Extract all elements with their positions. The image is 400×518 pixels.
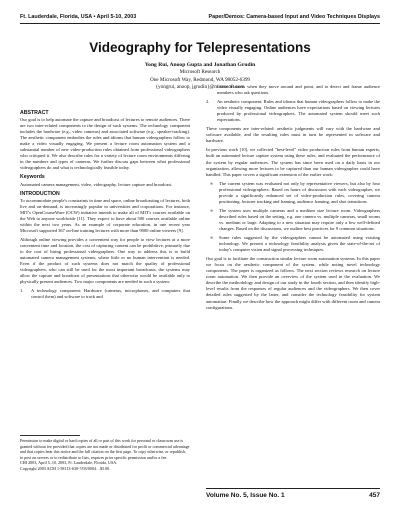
intro-paragraph-1: To accommodate people's constraints in time and space, online broadcasting of lectures, both live and on-demand, is increasingly popular in universities and corporations. For instance, MIT's OpenCourseWare (OCW) initiative intends to make all of MIT's courses available on the Web to anyone worldwide [11]. They expect to have about 500 courses available online within the next two years. As an example of corporate education, in one recent year Microsoft supported 367 on-line training lectures with more than 9000 online viewers [9]. <box>20 197 190 233</box>
keywords-heading: Keywords <box>20 174 45 181</box>
bullet-mark: ∞ <box>210 180 214 186</box>
item-1-continued: frame lecturers when they move around and point, and to detect and frame audience members who ask questions. <box>217 84 380 96</box>
bullet-text: The current system was evaluated not only by representative viewers, but also by four professional videographers. Based on hours of discussion with each videographer, we provide a significantly enhanced set of video-production rules, covering camera positioning, lecturer tracking and framing, audience framing, and shot transitions. <box>219 180 380 204</box>
right-column <box>206 84 380 314</box>
author-email: {yongrui, anoop, jgrudin}@microsoft.com <box>155 84 245 91</box>
bullet-mark: ∞ <box>210 207 214 213</box>
footer-rule <box>206 488 380 489</box>
page-footer <box>206 492 380 499</box>
item-text: An aesthetic component: Rules and idioms that human videographers follow to make the video visually engaging. Online audiences have expectations based on viewing lectures produced by professional videographers. The automated system should meet such expectations. <box>217 99 380 123</box>
body-paragraph-3: Our goal is to facilitate the construction similar lecture room automation systems. In this paper we focus on the aesthetic component of the system, while noting novel technology components. The paper is organized as follows. The next section reviews research on lecture room automation. We then provide an overview of the system used in the evaluation. We describe the methodology and design of our study in the fourth section, and then identify high-level results from the responses of regular audiences and the videographers. We then cover detailed rules suggested by the latter, and consider the technology feasibility for system automation. Finally we describe how the approach might differ with different room and camera configurations. <box>206 256 380 310</box>
left-column <box>20 108 190 303</box>
item-text: A technology component: Hardware (cameras, microphones, and computers that control them) and software to track and <box>31 288 190 300</box>
bullet-item <box>210 235 380 253</box>
author-names: Yong Rui, Anoop Gupta and Jonathan Grudin <box>144 62 256 68</box>
copyright-line: Copyright 2003 ACM 1-58113-630-7/03/0004…$5.00. <box>20 465 111 471</box>
item-number: 2. <box>206 99 210 105</box>
abstract-heading: ABSTRACT <box>20 110 49 116</box>
body-paragraph-1: These components are inter-related: aesthetic judgments will vary with the hardware and software available, and the resulting rules must in turn be represented in software and hardware. <box>206 126 380 144</box>
bullet-text: The system uses multiple cameras and a medium size lecture room. Videographers described rules based on the setting, e.g. one camera vs. multiple cameras, small rooms vs. medium or large. Adapting to a new situation may require only a few well-defined changes. Based on the discussions, we outline best practices for 9 common situations. <box>219 207 380 231</box>
header-location: Ft. Lauderdale, Florida, USA • April 5-10, 2003 <box>20 14 137 20</box>
numbered-item-2 <box>206 99 380 123</box>
author-affiliation: Microsoft Research <box>179 69 221 76</box>
header-session: Paper/Demos: Camera-based Input and Video Techniques Displays <box>208 14 380 20</box>
bullet-mark: ∞ <box>210 235 214 241</box>
bullet-item <box>210 208 380 232</box>
numbered-item-1 <box>20 288 190 300</box>
permission-notice <box>20 438 190 471</box>
paper-title: Videography for Telepresentations <box>89 40 311 55</box>
page-number: 457 <box>369 492 380 499</box>
running-header <box>20 14 380 20</box>
introduction-heading: INTRODUCTION <box>20 190 60 197</box>
body-paragraph-2: In previous work [10], we collected "best-level" video production rules from human experts, built an automated lecture capture system using these rules, and evaluated the performance of the system by regular audiences. The system has since been used on a daily basis in our organization, allowing more lectures to be captured than our human videographer could have handled. This paper covers a significant extension of the earlier work: <box>206 147 380 177</box>
abstract-text: Our goal is to help automate the capture and broadcast of lectures to remote audiences. There are two inter-related components to the design of such systems. The technology component includes the hardware (e.g., video cameras) and associated software (e.g., speaker-tracking). The aesthetic component embodies the rules and idioms that human videographers follow to make a video visually engaging. We present a lecture room automation system and a substantial number of new video-production rules obtained from professional videographers who critiqued it. We also describe rules for a variety of lecture room environments differing in the numbers and types of cameras. We further discuss gaps between what professional videographers do and what is technologically feasible today. <box>20 117 190 171</box>
bullet-text: Some rules suggested by the videographers cannot be automated using existing technology. We present a technology feasibility analysis given the state-of-the-art of today's computer vision and signal processing techniques. <box>219 235 380 253</box>
permission-rule <box>20 435 80 436</box>
volume-info: Volume No. 5, Issue No. 1 <box>206 492 285 499</box>
conference-line: CHI 2003, April 5–10, 2003, Ft. Lauderdale, Florida, USA. <box>20 460 118 465</box>
keywords-text: Automated camera management, video, videography, lecture capture and broadcast. <box>20 181 173 187</box>
author-address: One Microsoft Way, Redmond, WA 98052-6399 <box>149 76 251 83</box>
permission-text: Permission to make digital or hard copies of all or part of this work for personal or classroom use is granted without fee provided that copies are not made or distributed for profit or commercial advantage and that copies bear this notice and the full citation on the first page. To copy otherwise, or republish, to post on servers or to redistribute to lists, requires prior specific permission and/or a fee. <box>20 438 190 460</box>
item-number: 1. <box>20 288 24 294</box>
intro-paragraph-2: Although online viewing provides a convenient way for people to view lectures at a more convenient time and location, the cost of capturing content can be prohibitive, primarily due to the cost of hiring professional videographers. One way to address this is to build automated camera management systems, where little or no human intervention is needed. Even if the product of such systems does not match the quality of professional videographers, who can still be used for the most important broadcasts, the systems may allow the capture and broadcast of presentations that otherwise would be available only to physically present audiences. Two major components are needed in such a system: <box>20 236 190 285</box>
header-rule <box>20 23 380 24</box>
bullet-item <box>210 181 380 205</box>
